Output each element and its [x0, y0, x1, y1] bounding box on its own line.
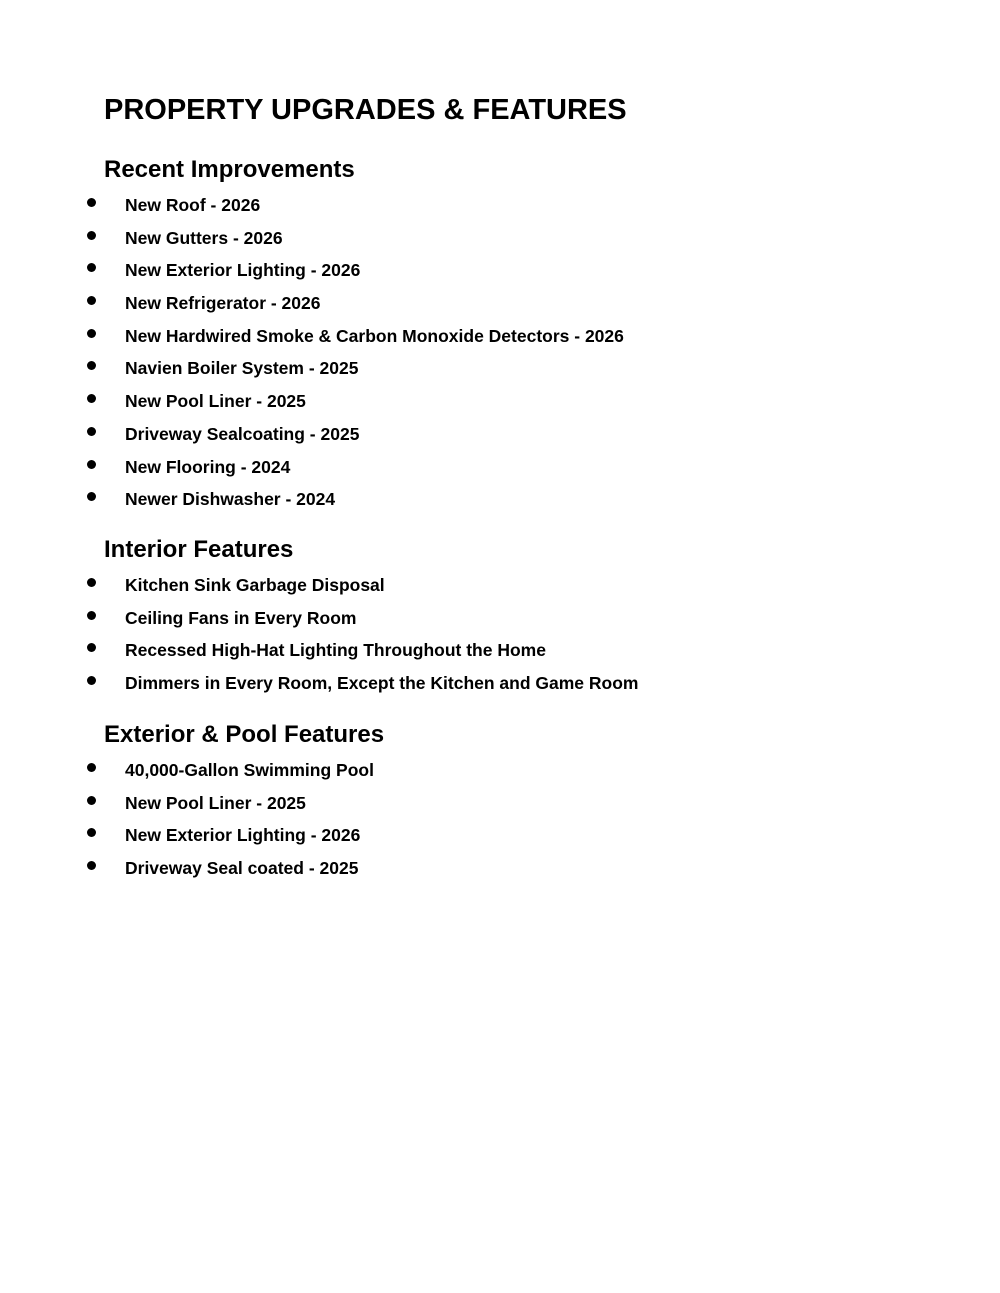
- list-item-text: New Roof - 2026: [125, 195, 261, 215]
- list-item-text: Dimmers in Every Room, Except the Kitchen and Game Room: [125, 673, 639, 694]
- section-heading: Interior Features: [104, 536, 294, 563]
- bullet-icon: [87, 578, 96, 587]
- bullet-icon: [87, 296, 96, 305]
- list-item-text: New Pool Liner - 2025: [125, 792, 306, 813]
- bullet-icon: [87, 676, 96, 685]
- bullet-icon: [87, 427, 96, 436]
- bullet-icon: [87, 763, 96, 772]
- list-item-text: New Exterior Lighting - 2026: [125, 260, 361, 281]
- list-item-text: 40,000-Gallon Swimming Pool: [125, 760, 374, 780]
- list-item-text: Driveway Seal coated - 2025: [125, 858, 359, 879]
- bullet-icon: [87, 231, 96, 240]
- bullet-icon: [87, 611, 96, 620]
- section-heading: Recent Improvements: [104, 156, 355, 183]
- list-item-text: Recessed High-Hat Lighting Throughout the Home: [125, 640, 546, 661]
- list-item-text: Navien Boiler System - 2025: [125, 358, 359, 379]
- bullet-icon: [87, 492, 96, 501]
- bullet-icon: [87, 263, 96, 272]
- list-item-text: New Gutters - 2026: [125, 227, 283, 248]
- section-heading: Exterior & Pool Features: [104, 721, 385, 748]
- list-item-text: New Pool Liner - 2025: [125, 391, 306, 412]
- bullet-icon: [87, 460, 96, 469]
- bullet-icon: [87, 394, 96, 403]
- bullet-icon: [87, 643, 96, 652]
- bullet-icon: [87, 198, 96, 207]
- bullet-icon: [87, 361, 96, 370]
- list-item-text: New Exterior Lighting - 2026: [125, 825, 361, 846]
- list-item-text: Ceiling Fans in Every Room: [125, 607, 357, 628]
- bullet-icon: [87, 796, 96, 805]
- list-item-text: New Hardwired Smoke & Carbon Monoxide Detectors - 2026: [125, 325, 624, 346]
- bullet-icon: [87, 861, 96, 870]
- bullet-icon: [87, 329, 96, 338]
- bullet-icon: [87, 828, 96, 837]
- list-item-text: New Refrigerator - 2026: [125, 293, 321, 314]
- document-title: PROPERTY UPGRADES & FEATURES: [104, 94, 627, 126]
- list-item-text: Driveway Sealcoating - 2025: [125, 423, 360, 444]
- list-item-text: Newer Dishwasher - 2024: [125, 489, 336, 510]
- list-item-text: New Flooring - 2024: [125, 456, 291, 477]
- list-item-text: Kitchen Sink Garbage Disposal: [125, 575, 385, 595]
